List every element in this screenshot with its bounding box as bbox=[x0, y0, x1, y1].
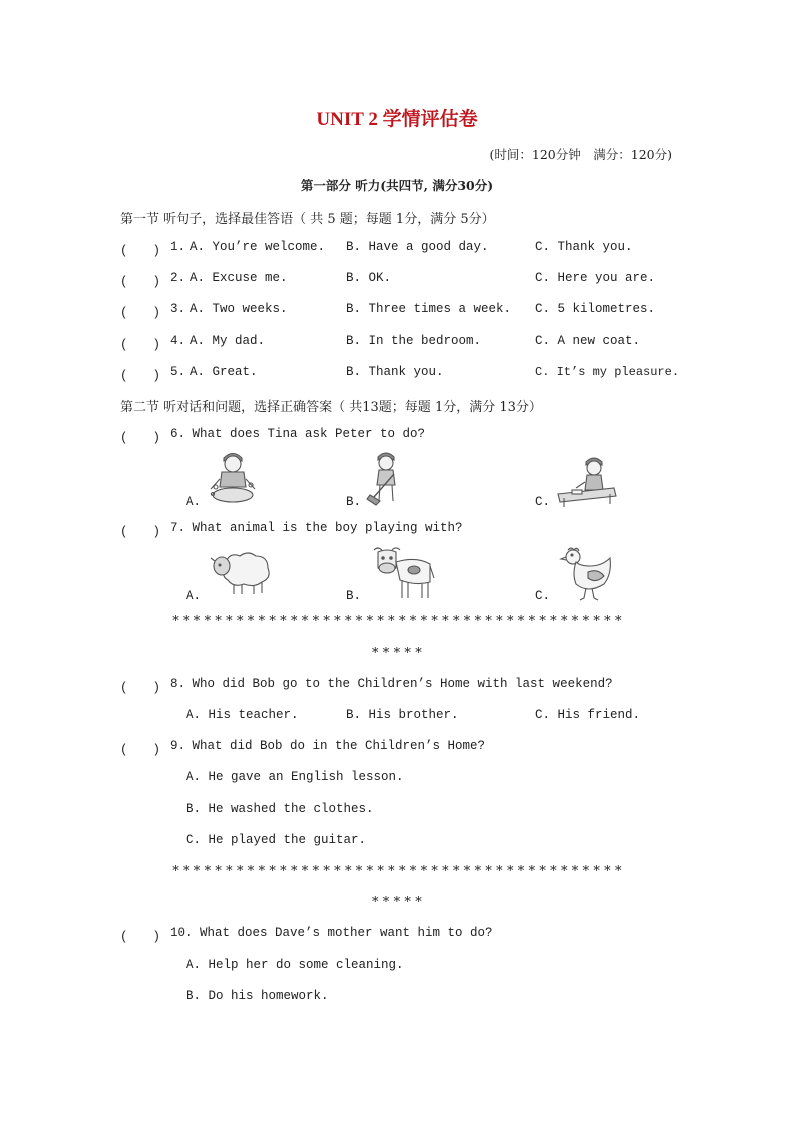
question-text: 7. What animal is the boy playing with? bbox=[170, 521, 463, 535]
separator-stars: ****************************************** bbox=[172, 614, 626, 629]
boy-washing-clothes-image bbox=[207, 449, 259, 507]
answer-bracket[interactable]: ( ) bbox=[120, 306, 161, 320]
option-b: B. Thank you. bbox=[346, 365, 444, 379]
option-c: C. It’s my pleasure. bbox=[535, 365, 680, 379]
answer-bracket[interactable]: ( ) bbox=[120, 681, 161, 695]
answer-bracket[interactable]: ( ) bbox=[120, 244, 161, 258]
question-text: 9. What did Bob do in the Children’s Home? bbox=[170, 739, 486, 753]
sheep-image bbox=[210, 548, 274, 596]
question-text: 6. What does Tina ask Peter to do? bbox=[170, 427, 426, 441]
answer-bracket[interactable]: ( ) bbox=[120, 338, 161, 352]
question-text: 10. What does Dave’s mother want him to do? bbox=[170, 926, 493, 940]
option-c-label: C. bbox=[535, 589, 551, 603]
option-c: C. 5 kilometres. bbox=[535, 302, 656, 316]
option-c: C. Here you are. bbox=[535, 271, 656, 285]
separator-stars-tail: ***** bbox=[372, 895, 426, 910]
option-a: A. Help her do some cleaning. bbox=[186, 958, 404, 972]
part-heading: 第一部分 听力(共四节, 满分30分) bbox=[300, 178, 494, 193]
question-number: 5. bbox=[170, 365, 186, 379]
option-a: A. His teacher. bbox=[186, 708, 299, 722]
option-a: A. Great. bbox=[190, 365, 258, 379]
answer-bracket[interactable]: ( ) bbox=[120, 431, 161, 445]
option-a: A. My dad. bbox=[190, 334, 266, 348]
separator-stars-tail: ***** bbox=[372, 646, 426, 661]
answer-bracket[interactable]: ( ) bbox=[120, 369, 161, 383]
option-a: A. Two weeks. bbox=[190, 302, 288, 316]
answer-bracket[interactable]: ( ) bbox=[120, 930, 161, 944]
question-number: 3. bbox=[170, 302, 186, 316]
answer-bracket[interactable]: ( ) bbox=[120, 275, 161, 289]
option-c: C. A new coat. bbox=[535, 334, 641, 348]
option-a: A. You’re welcome. bbox=[190, 240, 326, 254]
question-text: 8. Who did Bob go to the Children’s Home with last weekend? bbox=[170, 677, 613, 691]
option-b: B. His brother. bbox=[346, 708, 459, 722]
option-b: B. OK. bbox=[346, 271, 392, 285]
option-a: A. He gave an English lesson. bbox=[186, 770, 404, 784]
hen-image bbox=[558, 544, 616, 602]
option-b: B. Have a good day. bbox=[346, 240, 489, 254]
section1-heading: 第一节 听句子，选择最佳答语（ 共 5 题；每题 1分，满分 5分） bbox=[120, 212, 495, 227]
option-c: C. Thank you. bbox=[535, 240, 633, 254]
boy-sweeping-image bbox=[366, 449, 406, 507]
boy-at-desk-image bbox=[556, 454, 618, 508]
section2-heading: 第二节 听对话和问题，选择正确答案（ 共13题；每题 1分，满分 13分） bbox=[120, 400, 542, 415]
exam-meta: (时间：120分钟 满分：120分) bbox=[489, 147, 672, 162]
option-b: B. Do his homework. bbox=[186, 989, 329, 1003]
cow-image bbox=[370, 544, 436, 600]
separator-stars: ****************************************** bbox=[172, 864, 626, 879]
option-c: C. His friend. bbox=[535, 708, 641, 722]
answer-bracket[interactable]: ( ) bbox=[120, 743, 161, 757]
question-number: 1. bbox=[170, 240, 186, 254]
option-c-label: C. bbox=[535, 495, 551, 509]
question-number: 2. bbox=[170, 271, 186, 285]
option-a: A. Excuse me. bbox=[190, 271, 288, 285]
option-b-label: B. bbox=[346, 495, 362, 509]
option-b: B. Three times a week. bbox=[346, 302, 512, 316]
option-a-label: A. bbox=[186, 495, 202, 509]
option-a-label: A. bbox=[186, 589, 202, 603]
answer-bracket[interactable]: ( ) bbox=[120, 525, 161, 539]
option-c: C. He played the guitar. bbox=[186, 833, 367, 847]
option-b: B. In the bedroom. bbox=[346, 334, 482, 348]
page-title: UNIT 2 学情评估卷 bbox=[316, 109, 478, 130]
question-number: 4. bbox=[170, 334, 186, 348]
option-b-label: B. bbox=[346, 589, 362, 603]
option-b: B. He washed the clothes. bbox=[186, 802, 374, 816]
